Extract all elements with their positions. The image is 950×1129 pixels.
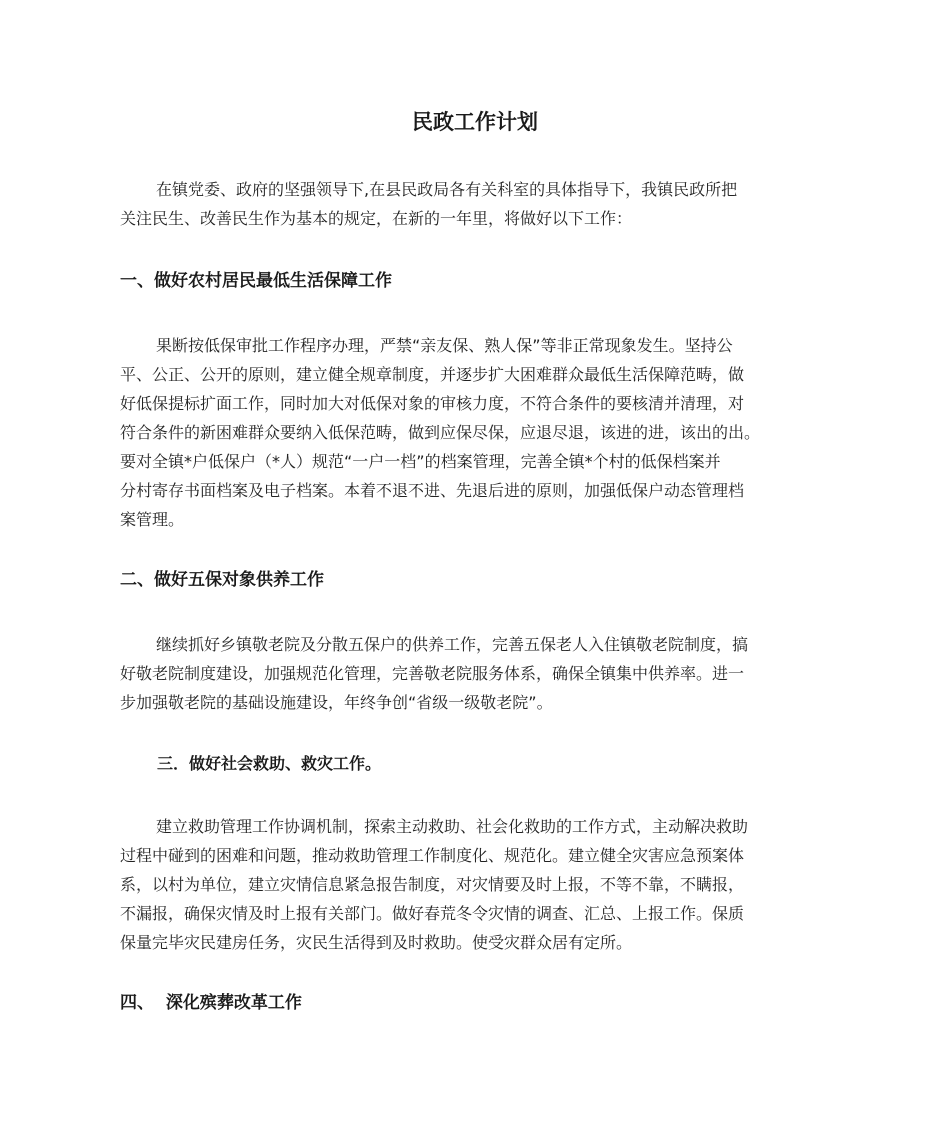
paragraph-line: 步加强敬老院的基础设施建设，年终争创“省级一级敬老院”。	[120, 693, 553, 712]
paragraph-line: 建立救助管理工作协调机制，探索主动救助、社会化救助的工作方式，主动解决救助	[156, 817, 749, 836]
paragraph-line: 果断按低保审批工作程序办理，严禁“亲友保、熟人保”等非正常现象发生。坚持公	[156, 336, 733, 355]
paragraph-line: 案管理。	[120, 510, 185, 529]
paragraph-line: 要对全镇*户低保户（*人）规范“一户一档”的档案管理，完善全镇*个村的低保档案并	[120, 452, 721, 471]
document-title: 民政工作计划	[412, 110, 538, 134]
paragraph-line: 系，以村为单位，建立灾情信息紧急报告制度，对灾情要及时上报，不等不靠，不瞒报，	[120, 875, 745, 894]
section-2-paragraph	[120, 630, 840, 717]
section-heading-2: 二、做好五保对象供养工作	[120, 570, 324, 590]
paragraph-line: 好敬老院制度建设，加强规范化管理，完善敬老院服务体系，确保全镇集中供养率。进一	[120, 664, 745, 683]
intro-paragraph	[120, 175, 840, 233]
section-heading-4: 四、 深化殡葬改革工作	[120, 993, 302, 1013]
section-3-paragraph	[120, 812, 840, 957]
section-heading-1: 一、做好农村居民最低生活保障工作	[120, 271, 392, 291]
paragraph-line: 在镇党委、政府的坚强领导下,在县民政局各有关科室的具体指导下，我镇民政所把	[156, 180, 738, 199]
paragraph-line: 过程中碰到的困难和问题，推动救助管理工作制度化、规范化。建立健全灾害应急预案体	[120, 846, 745, 865]
paragraph-line: 不漏报，确保灾情及时上报有关部门。做好春荒冬令灾情的调查、汇总、上报工作。保质	[120, 904, 745, 923]
paragraph-line: 分村寄存书面档案及电子档案。本着不退不进、先退后进的原则，加强低保户动态管理档	[120, 481, 745, 500]
paragraph-line: 保量完毕灾民建房任务，灾民生活得到及时救助。使受灾群众居有定所。	[120, 933, 633, 952]
paragraph-line: 符合条件的新困难群众要纳入低保范畴，做到应保尽保，应退尽退，该进的进，该出的出。	[120, 423, 761, 442]
paragraph-line: 平、公正、公开的原则，建立健全规章制度，并逐步扩大困难群众最低生活保障范畴，做	[120, 365, 745, 384]
paragraph-line: 继续抓好乡镇敬老院及分散五保户的供养工作，完善五保老人入住镇敬老院制度，搞	[156, 635, 749, 654]
section-1-paragraph	[120, 331, 840, 534]
section-heading-3: 三．做好社会救助、救灾工作。	[157, 754, 382, 773]
paragraph-line: 关注民生、改善民生作为基本的规定，在新的一年里，将做好以下工作：	[120, 209, 633, 228]
paragraph-line: 好低保提标扩面工作，同时加大对低保对象的审核力度，不符合条件的要核清并清理，对	[120, 394, 745, 413]
